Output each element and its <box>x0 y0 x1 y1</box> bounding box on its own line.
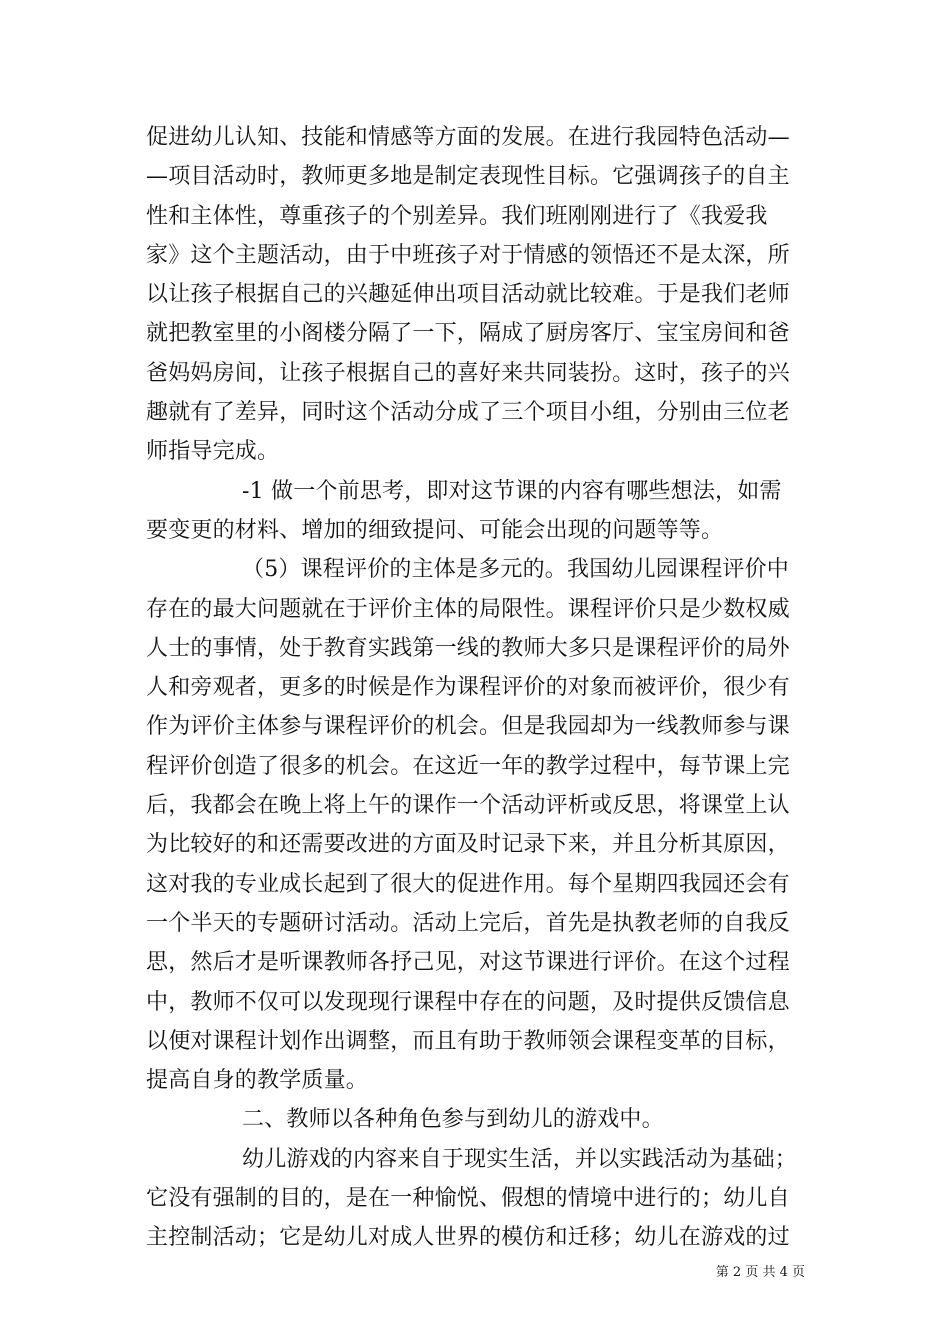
text-line: 作为评价主体参与课程评价的机会。但是我园却为一线教师参与课 <box>146 714 790 740</box>
text-line: 就把教室里的小阁楼分隔了一下，隔成了厨房客厅、宝宝房间和爸 <box>146 321 790 347</box>
text-line: 要变更的材料、增加的细致提问、可能会出现的问题等等。 <box>146 517 724 543</box>
text-line: 师指导完成。 <box>146 439 280 465</box>
body-text <box>146 118 810 1258</box>
text-line: —项目活动时，教师更多地是制定表现性目标。它强调孩子的自主 <box>146 164 790 190</box>
text-line: 性和主体性，尊重孩子的个别差异。我们班刚刚进行了《我爱我 <box>146 203 768 229</box>
text-line: 提高自身的教学质量。 <box>146 1068 369 1094</box>
text-line: 爸妈妈房间，让孩子根据自己的喜好来共同装扮。这时，孩子的兴 <box>146 360 790 386</box>
text-line: 幼儿游戏的内容来自于现实生活，并以实践活动为基础； <box>242 1146 798 1172</box>
text-line: -1 做一个前思考，即对这节课的内容有哪些想法，如需 <box>242 478 782 504</box>
text-line: 中，教师不仅可以发现现行课程中存在的问题，及时提供反馈信息 <box>146 989 790 1015</box>
text-line: 后，我都会在晚上将上午的课作一个活动评析或反思，将课堂上认 <box>146 793 790 819</box>
text-line: 为比较好的和还需要改进的方面及时记录下来，并且分析其原因， <box>146 832 790 858</box>
text-line: 以便对课程计划作出调整，而且有助于教师领会课程变革的目标， <box>146 1028 790 1054</box>
text-line: 主控制活动；它是幼儿对成人世界的模仿和迁移；幼儿在游戏的过 <box>146 1225 790 1251</box>
page-number: 第 2 页 共 4 页 <box>715 1265 805 1280</box>
text-line: 这对我的专业成长起到了很大的促进作用。每个星期四我园还会有 <box>146 871 790 897</box>
text-line: 它没有强制的目的，是在一种愉悦、假想的情境中进行的；幼儿自 <box>146 1186 790 1212</box>
section-heading: 二、教师以各种角色参与到幼儿的游戏中。 <box>242 1107 664 1133</box>
text-line: 促进幼儿认知、技能和情感等方面的发展。在进行我园特色活动— <box>146 125 790 150</box>
text-line: 思，然后才是听课教师各抒己见，对这节课进行评价。在这个过程 <box>146 950 790 976</box>
text-line: 人和旁观者，更多的时候是作为课程评价的对象而被评价，很少有 <box>146 675 790 701</box>
text-line: 一个半天的专题研讨活动。活动上完后，首先是执教老师的自我反 <box>146 910 790 936</box>
text-line: 程评价创造了很多的机会。在这近一年的教学过程中，每节课上完 <box>146 753 790 779</box>
text-line: 人士的事情，处于教育实践第一线的教师大多只是课程评价的局外 <box>146 635 790 661</box>
text-line: 趣就有了差异，同时这个活动分成了三个项目小组，分别由三位老 <box>146 400 790 426</box>
text-line: 以让孩子根据自己的兴趣延伸出项目活动就比较难。于是我们老师 <box>146 282 790 308</box>
section-heading: （5）课程评价的主体是多元的。我国幼儿园课程评价中 <box>242 557 789 583</box>
text-line: 家》这个主题活动，由于中班孩子对于情感的领悟还不是太深，所 <box>146 242 790 268</box>
text-line: 存在的最大问题就在于评价主体的局限性。课程评价只是少数权威 <box>146 596 790 622</box>
